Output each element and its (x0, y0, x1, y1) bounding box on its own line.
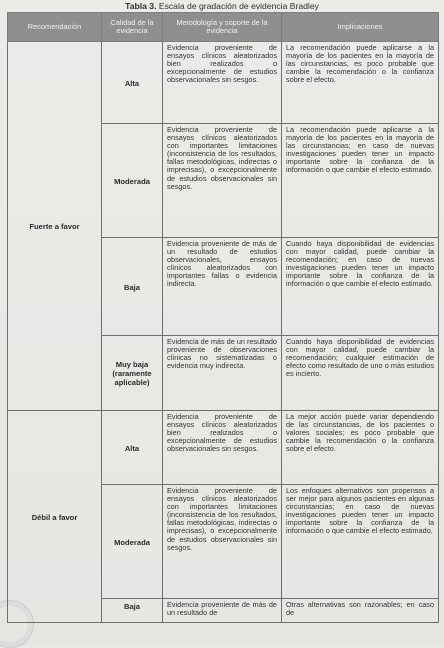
methodology-cell: Evidencia proveniente de ensayos clínicos aleatorizados con importantes limitaciones (inconsistencia de los resultados, fallas metodológicas, indirectas o imprecisas), o excepcionalmente de estudios observacionales sin sesgos. (163, 485, 282, 599)
quality-cell: Baja (102, 599, 163, 623)
recommendation-cell: Débil a favor (8, 411, 102, 623)
methodology-cell: Evidencia proveniente de ensayos clínicos aleatorizados bien realizados o excepcionalmente de estudios observacionales sin sesgos. (163, 42, 282, 124)
header-methodology: Metodología y soporte de la evidencia (163, 13, 282, 42)
methodology-cell: Evidencia de más de un resultado proveniente de observaciones clínicas no sistematizadas o evidencia muy indirecta. (163, 336, 282, 411)
implications-cell: La mejor acción puede variar dependiendo de las circunstancias, de los pacientes o valores sociales; es poco probable que cambie la recomendación o la confianza sobre el efecto. (282, 411, 439, 485)
table-caption (0, 0, 444, 12)
methodology-cell: Evidencia proveniente de más de un resultado de (163, 599, 282, 623)
methodology-cell: Evidencia proveniente de más de un resultado de estudios observacionales, ensayos clínicos aleatorizados con importantes fallas o evidencia indirecta. (163, 238, 282, 336)
quality-cell: Baja (102, 238, 163, 336)
table-caption-label: Tabla 3. (125, 1, 157, 11)
header-quality: Calidad de la evidencia (102, 13, 163, 42)
quality-cell: Alta (102, 42, 163, 124)
quality-cell: Muy baja (raramente aplicable) (102, 336, 163, 411)
implications-cell: Otras alternativas son razonables; en caso de (282, 599, 439, 623)
table-header-row (8, 13, 439, 42)
header-recommendation: Recomendación (8, 13, 102, 42)
implications-cell: Cuando haya disponibilidad de evidencias con mayor calidad, puede cambiar la recomendación; en caso de nuevas investigaciones pueden tener un impacto importante sobre la confianza de la información o que cambie el efecto estimado. (282, 238, 439, 336)
implications-cell: La recomendación puede aplicarse a la mayoría de los pacientes en la mayoría de las circunstancias; en caso de nuevas investigaciones pueden tener un impacto importante sobre la confianza de la información o que cambie el efecto estimado. (282, 124, 439, 238)
table-row (8, 411, 439, 485)
recommendation-cell: Fuerte a favor (8, 42, 102, 411)
quality-cell: Alta (102, 411, 163, 485)
methodology-cell: Evidencia proveniente de ensayos clínicos aleatorizados bien realizados o excepcionalmente de estudios observacionales sin sesgos. (163, 411, 282, 485)
quality-cell: Moderada (102, 485, 163, 599)
implications-cell: Los enfoques alternativos son propensos a ser mejor para algunos pacientes en algunas circunstancias; en caso de nuevas investigaciones pueden tener un impacto importante sobre la confianza de la información o que cambie el efecto estimado. (282, 485, 439, 599)
evidence-grading-table (7, 12, 439, 623)
table-caption-text: Escala de gradación de evidencia Bradley (156, 1, 319, 11)
header-implications: Implicaciones (282, 13, 439, 42)
quality-cell: Moderada (102, 124, 163, 238)
implications-cell: Cuando haya disponibilidad de evidencias con mayor calidad, puede cambiar la recomendación; cualquier estimación de efecto como resultado de uno o más estudios es incierto. (282, 336, 439, 411)
methodology-cell: Evidencia proveniente de ensayos clínicos aleatorizados con importantes limitaciones (inconsistencia de los resultados, fallas metodológicas, indirectas o imprecisas), o excepcionalmente de estudios observacionales sin sesgos. (163, 124, 282, 238)
table-row (8, 42, 439, 124)
implications-cell: La recomendación puede aplicarse a la mayoría de los pacientes en la mayoría de las circunstancias, es poco probable que cambie la recomendación o la confianza sobre el efecto. (282, 42, 439, 124)
